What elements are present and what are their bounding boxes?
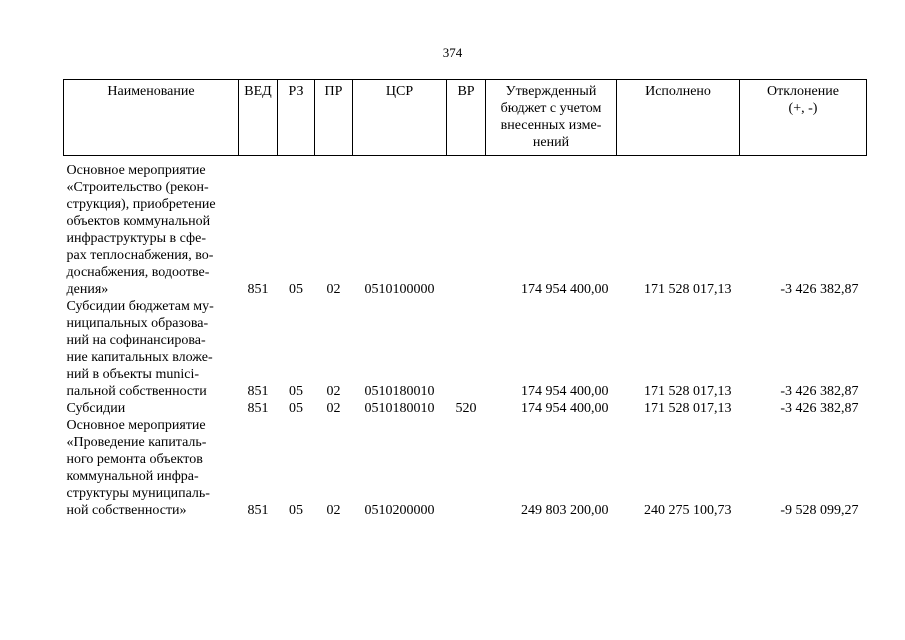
row-vr [447, 298, 486, 400]
row-csr: 0510180010 [364, 401, 435, 416]
row-rz: 05 [289, 401, 303, 416]
row-name: Основное мероприятие «Проведение капиталь- ного ремонта объектов коммунальной инфра- структуры муниципаль- ной собственности» [66, 418, 210, 518]
row-deviation: -3 426 382,87 [780, 282, 859, 297]
row-executed: 240 275 100,73 [644, 503, 732, 518]
table-body [64, 156, 867, 520]
table-header [64, 80, 867, 156]
header-ved: ВЕД [239, 80, 278, 156]
header-name: Наименование [64, 80, 239, 156]
row-approved: 174 954 400,00 [521, 282, 609, 297]
header-executed: Исполнено [617, 80, 740, 156]
table-row [64, 298, 867, 400]
row-pr: 02 [326, 503, 341, 518]
row-vr: 520 [455, 401, 477, 416]
row-ved: 851 [247, 282, 269, 297]
row-csr: 0510180010 [364, 384, 435, 399]
row-approved: 249 803 200,00 [521, 503, 609, 518]
row-csr: 0510100000 [364, 282, 435, 297]
row-rz: 05 [289, 503, 303, 518]
page-number: 374 [442, 45, 463, 60]
row-vr [447, 162, 486, 298]
row-deviation: -3 426 382,87 [780, 384, 859, 399]
row-ved: 851 [247, 384, 269, 399]
row-deviation: -3 426 382,87 [780, 401, 859, 416]
row-name: Основное мероприятие «Строительство (рекон- струкция), приобретение объектов коммунальной инфраструктуры в сфе- рах теплоснабжения, во- доснабжения, водоотве- дения» [66, 163, 216, 297]
row-executed: 171 528 017,13 [644, 384, 732, 399]
row-pr: 02 [326, 282, 341, 297]
row-ved: 851 [247, 503, 269, 518]
table-row [64, 417, 867, 519]
header-vr: ВР [447, 80, 486, 156]
row-csr: 0510200000 [364, 503, 435, 518]
row-approved: 174 954 400,00 [521, 384, 609, 399]
header-approved: Утвержденный бюджет с учетом внесенных изме- нений [486, 80, 617, 156]
row-pr: 02 [326, 401, 341, 416]
row-ved: 851 [247, 401, 269, 416]
row-executed: 171 528 017,13 [644, 282, 732, 297]
row-rz: 05 [289, 282, 303, 297]
header-rz: РЗ [278, 80, 315, 156]
row-rz: 05 [289, 384, 303, 399]
row-approved: 174 954 400,00 [521, 401, 609, 416]
table-row [64, 162, 867, 298]
header-pr: ПР [315, 80, 353, 156]
row-executed: 171 528 017,13 [644, 401, 732, 416]
row-vr [447, 417, 486, 519]
row-deviation: -9 528 099,27 [780, 503, 859, 518]
header-deviation: Отклонение (+, -) [740, 80, 867, 156]
row-name: Субсидии бюджетам му- ниципальных образова- ний на софинансирова- ние капитальных вложе- ний в объекты munici- пальной собственности [66, 299, 214, 399]
row-pr: 02 [326, 384, 341, 399]
budget-table [63, 79, 867, 519]
header-csr: ЦСР [353, 80, 447, 156]
row-name: Субсидии [66, 401, 126, 416]
table-row [64, 400, 867, 417]
